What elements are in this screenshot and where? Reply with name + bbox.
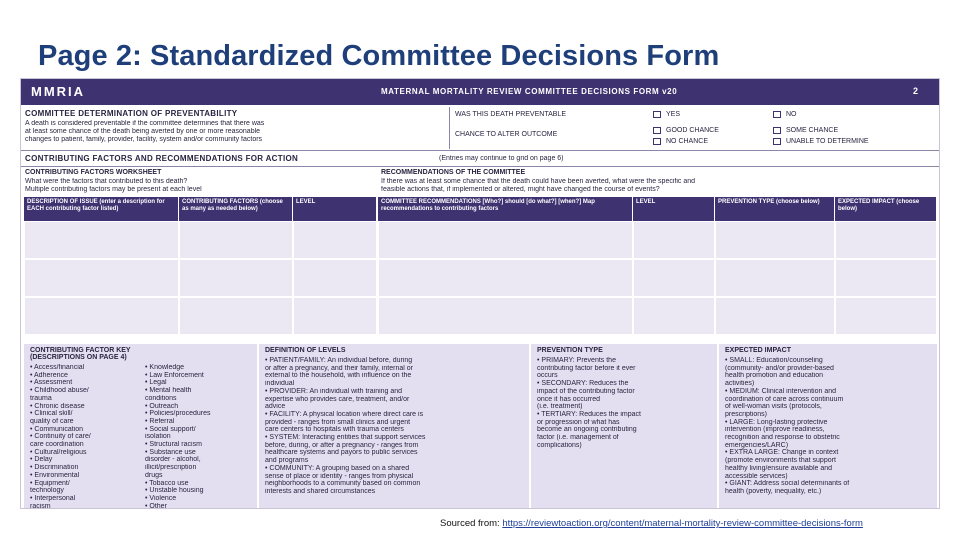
col-header-recommendations: COMMITTEE RECOMMENDATIONS [Who?] should [do what?] [when?] Map recommendations to contributing factors (378, 197, 632, 221)
grid-cell[interactable] (179, 259, 293, 297)
prevention-line: • TERTIARY: Reduces the impact (537, 410, 641, 418)
key-item: • Adherence (30, 371, 68, 379)
factors-heading: CONTRIBUTING FACTORS AND RECOMMENDATIONS FOR ACTION (25, 154, 299, 163)
checkbox-yes[interactable] (653, 111, 661, 118)
impact-line: prescriptions) (725, 410, 768, 418)
label-good-chance: GOOD CHANCE (666, 127, 719, 134)
preventability-line-1: A death is considered preventable if the committee determines that there was (25, 120, 265, 127)
grid-cell[interactable] (378, 259, 633, 297)
worksheet-title: CONTRIBUTING FACTORS WORKSHEET (25, 169, 162, 176)
prevention-title: PREVENTION TYPE (537, 347, 603, 354)
key-list-2 (145, 364, 255, 509)
key-item: • Law Enforcement (145, 371, 204, 379)
key-item: • Assessment (30, 379, 73, 387)
levels-line: • FACILITY: A physical location where direct care is (265, 410, 424, 418)
prevention-line: once it has occurred (537, 395, 601, 403)
grid-cell[interactable] (633, 259, 715, 297)
checkbox-unable-to-determine[interactable] (773, 138, 781, 145)
key-item: • Social support/ (145, 425, 196, 433)
levels-line: interests and shared circumstances (265, 487, 376, 495)
divider (21, 150, 939, 151)
key-item: • Equipment/ (30, 479, 70, 487)
chance-question: CHANCE TO ALTER OUTCOME (455, 131, 558, 138)
key-item: • Legal (145, 379, 167, 387)
levels-title: DEFINITION OF LEVELS (265, 347, 346, 354)
recommendations-title: RECOMMENDATIONS OF THE COMMITTEE (381, 169, 526, 176)
mmria-logo: MMRIA (31, 84, 86, 99)
key-item: isolation (145, 433, 171, 441)
prevention-line: factor (i.e. management of (537, 434, 619, 442)
key-item: disorder - alcohol, (145, 456, 201, 464)
definition-of-levels (259, 344, 529, 509)
prevention-line: impact of the contributing factor (537, 387, 635, 395)
impact-line: (community- and/or provider-based (725, 364, 834, 372)
levels-line: • PATIENT/FAMILY: An individual before, during (265, 357, 413, 364)
grid-cell[interactable] (715, 297, 835, 335)
impact-line: health (poverty, inequality, etc.) (725, 487, 822, 495)
key-item: • Clinical skill/ (30, 410, 73, 418)
form-header (21, 79, 939, 105)
impact-list (725, 357, 935, 496)
grid-cell[interactable] (378, 221, 633, 259)
impact-line: recognition and response to obstetric (725, 434, 840, 442)
label-no-chance: NO CHANCE (666, 138, 709, 145)
key-item: • Policies/procedures (145, 410, 211, 418)
preventability-heading: COMMITTEE DETERMINATION OF PREVENTABILITY (25, 109, 238, 118)
impact-line: intervention (improve readiness, (725, 426, 825, 434)
impact-line: emergencies/LARC) (725, 441, 789, 449)
col-header-level-2: LEVEL (633, 197, 714, 221)
impact-line: (promote environments that support (725, 457, 836, 465)
grid-cell[interactable] (24, 259, 179, 297)
preventability-line-3: changes to patient, family, provider, facility, system and/or community factors (25, 136, 263, 143)
key-item: • Outreach (145, 402, 179, 410)
prevention-list (537, 357, 715, 449)
prevention-line: (i.e. treatment) (537, 403, 583, 411)
source-citation (440, 518, 863, 529)
col-header-contributing-factors: CONTRIBUTING FACTORS (choose as many as needed below) (179, 197, 292, 221)
key-subtitle: (DESCRIPTIONS ON PAGE 4) (30, 354, 127, 361)
recommendations-note: feasible actions that, if implemented or altered, might have changed the course of events? (381, 186, 660, 193)
checkbox-good-chance[interactable] (653, 127, 661, 134)
key-item: racism (30, 502, 51, 509)
checkbox-no-chance[interactable] (653, 138, 661, 145)
key-item: trauma (30, 394, 52, 402)
grid-cell[interactable] (633, 297, 715, 335)
key-item: technology (30, 487, 64, 495)
key-item: • Unstable housing (145, 487, 204, 495)
levels-line: advice (265, 403, 286, 411)
prevention-type-key (531, 344, 717, 509)
grid-cell[interactable] (633, 221, 715, 259)
impact-line: • GIANT: Address social determinants of (725, 480, 850, 488)
col-header-level: LEVEL (293, 197, 376, 221)
grid-cell[interactable] (835, 259, 937, 297)
key-item: • Childhood abuse/ (30, 387, 89, 395)
levels-line: neighborhoods to a community based on common (265, 480, 421, 488)
grid-cell[interactable] (293, 221, 377, 259)
impact-line: coordination of care across continuum (725, 395, 844, 403)
levels-line: • PROVIDER: An individual with training and (265, 387, 403, 395)
expected-impact-key (719, 344, 937, 509)
key-item: • Communication (30, 425, 84, 433)
grid-cell[interactable] (835, 297, 937, 335)
key-item: • Substance use (145, 448, 196, 456)
col-header-expected-impact: EXPECTED IMPACT (choose below) (835, 197, 936, 221)
checkbox-no[interactable] (773, 111, 781, 118)
impact-line: • LARGE: Long-lasting protective (725, 418, 828, 426)
key-item: • Interpersonal (30, 494, 76, 502)
decisions-form (20, 78, 940, 509)
levels-line: healthcare systems and payors to public services (265, 449, 418, 457)
impact-line: health promotion and education (725, 372, 824, 380)
key-title: CONTRIBUTING FACTOR KEY (30, 347, 131, 354)
key-item: • Cultural/religious (30, 448, 87, 456)
prevention-line: or progression of what has (537, 418, 620, 426)
grid-cell[interactable] (715, 259, 835, 297)
levels-line: and programs (265, 457, 309, 465)
worksheet-note: Multiple contributing factors may be present at each level (25, 186, 202, 193)
key-item: • Delay (30, 456, 53, 464)
key-item: • Structural racism (145, 441, 202, 449)
key-item: care coordination (30, 441, 84, 449)
col-header-prevention-type: PREVENTION TYPE (choose below) (715, 197, 834, 221)
key-item: • Mental health (145, 387, 192, 395)
prevention-line: • SECONDARY: Reduces the (537, 380, 629, 388)
grid-cell[interactable] (179, 221, 293, 259)
label-unable-to-determine: UNABLE TO DETERMINE (786, 138, 869, 145)
levels-line: external to the household, with influence on the (265, 372, 412, 380)
levels-line: • SYSTEM: Interacting entities that support services (265, 434, 426, 442)
key-item: • Chronic disease (30, 402, 85, 410)
factors-note: (Entries may continue to grid on page 6) (439, 155, 564, 162)
source-link[interactable]: https://reviewtoaction.org/content/maternal-mortality-review-committee-decisions-form (502, 518, 863, 529)
label-no: NO (786, 111, 797, 118)
impact-line: accessible services) (725, 472, 788, 480)
levels-line: or after a pregnancy, and their family, internal or (265, 364, 413, 372)
impact-line: activities) (725, 380, 755, 388)
levels-list (265, 357, 527, 496)
label-some-chance: SOME CHANCE (786, 127, 839, 134)
key-item: • Environmental (30, 471, 80, 479)
grid-cell[interactable] (293, 297, 377, 335)
grid-cell[interactable] (293, 259, 377, 297)
divider (21, 166, 939, 167)
slide-title: Page 2: Standardized Committee Decisions Form (38, 40, 720, 72)
source-label: Sourced from: (440, 518, 503, 529)
checkbox-some-chance[interactable] (773, 127, 781, 134)
key-item: illicit/prescription (145, 464, 197, 472)
grid-cell[interactable] (24, 221, 179, 259)
levels-line: • COMMUNITY: A grouping based on a shared (265, 464, 410, 472)
preventable-question: WAS THIS DEATH PREVENTABLE (455, 111, 566, 118)
divider (449, 107, 450, 149)
levels-line: provided - ranges from small clinics and urgent (265, 418, 411, 426)
key-item: • Violence (145, 494, 177, 502)
form-page-number: 2 (913, 86, 919, 96)
key-item: • Knowledge (145, 364, 185, 371)
impact-title: EXPECTED IMPACT (725, 347, 791, 354)
key-item: • Access/financial (30, 364, 85, 371)
key-item: conditions (145, 394, 177, 402)
grid-cell[interactable] (378, 297, 633, 335)
impact-line: • MEDIUM: Clinical intervention and (725, 387, 836, 395)
grid-cell[interactable] (835, 221, 937, 259)
preventability-line-2: at least some chance of the death being averted by one or more reasonable (25, 128, 261, 135)
col-header-description: DESCRIPTION OF ISSUE (enter a description for EACH contributing factor listed) (24, 197, 178, 221)
levels-line: care centers to hospitals with trauma centers (265, 426, 404, 434)
grid-cell[interactable] (715, 221, 835, 259)
impact-line: of well-woman visits (protocols, (725, 403, 822, 411)
recommendations-question: If there was at least some chance that the death could have been averted, what were the specific and (381, 178, 696, 185)
levels-line: expertise who provides care, treatment, and/or (265, 395, 410, 403)
prevention-line: complications) (537, 441, 582, 449)
key-item: • Tobacco use (145, 479, 189, 487)
grid-cell[interactable] (179, 297, 293, 335)
impact-line: healthy living/ensure available and (725, 464, 833, 472)
key-list-1 (30, 364, 142, 509)
prevention-line: occurs (537, 372, 558, 380)
worksheet-question: What were the factors that contributed to this death? (25, 178, 188, 185)
label-yes: YES (666, 111, 681, 118)
key-item: • Continuity of care/ (30, 433, 91, 441)
impact-line: • SMALL: Education/counseling (725, 357, 823, 364)
key-item: • Discrimination (30, 464, 79, 472)
prevention-line: become an ongoing contributing (537, 426, 637, 434)
levels-line: sense of place or identity - ranges from physical (265, 472, 414, 480)
levels-line: before, during, or after a pregnancy - ranges from (265, 441, 419, 449)
impact-line: • EXTRA LARGE: Change in context (725, 449, 839, 457)
key-item: drugs (145, 471, 163, 479)
contributing-factor-key (24, 344, 257, 509)
grid-cell[interactable] (24, 297, 179, 335)
prevention-line: contributing factor before it ever (537, 364, 636, 372)
key-item: • Other (145, 502, 167, 509)
form-name: MATERNAL MORTALITY REVIEW COMMITTEE DECISIONS FORM v20 (381, 87, 678, 96)
key-item: • Referral (145, 417, 175, 425)
prevention-line: • PRIMARY: Prevents the (537, 357, 616, 364)
key-item: quality of care (30, 417, 74, 425)
levels-line: individual (265, 380, 295, 388)
